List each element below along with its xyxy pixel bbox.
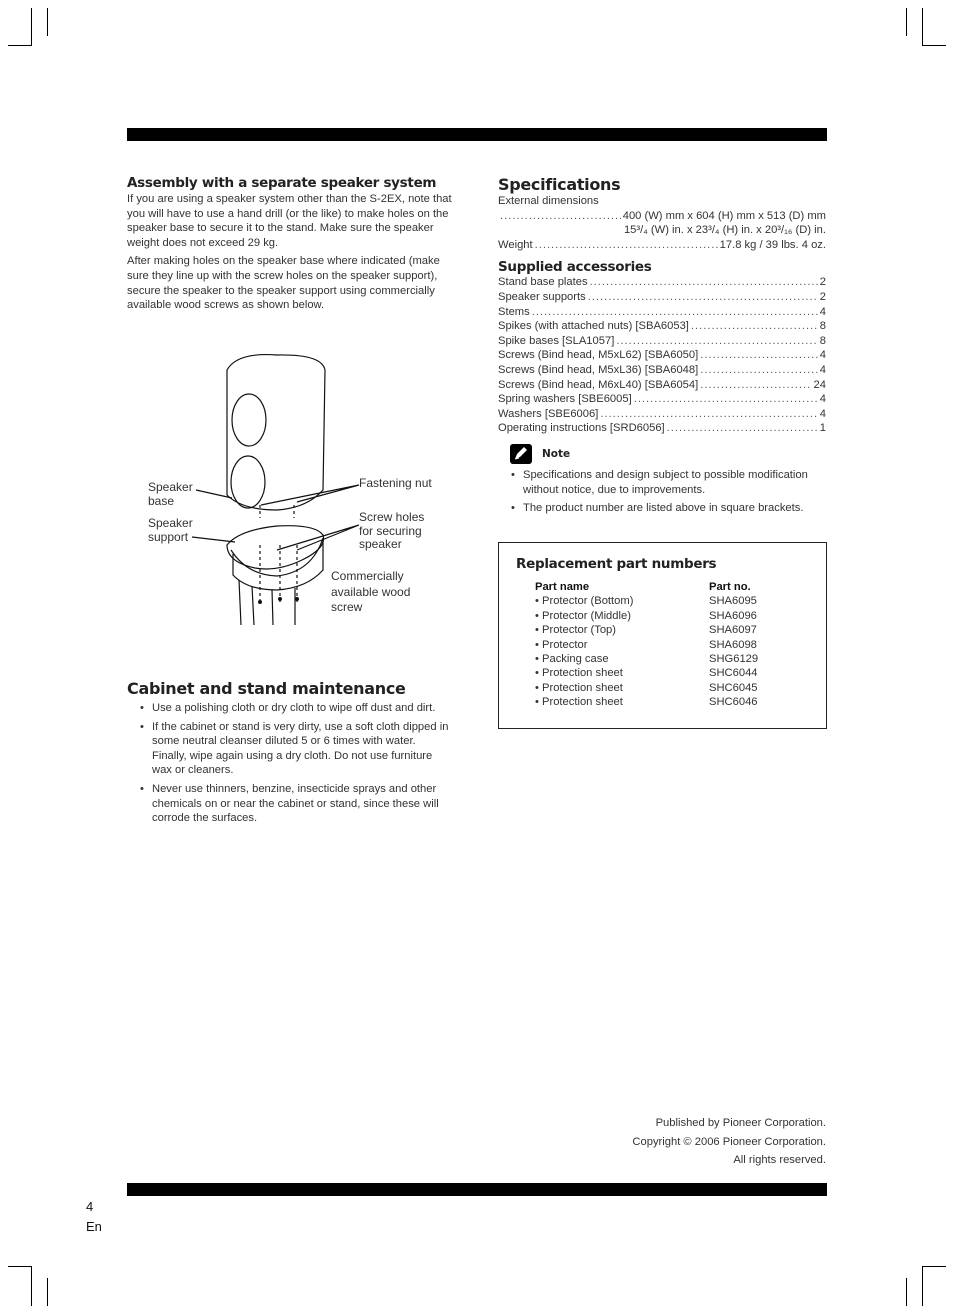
part-name: • Protector <box>535 638 588 651</box>
note-label: Note <box>542 447 571 460</box>
crop-mark <box>922 1266 923 1306</box>
col-part-no: Part no. <box>709 581 751 593</box>
label-speaker-base-line: base <box>148 493 175 508</box>
accessory-qty: 8 <box>819 334 826 347</box>
accessory-name: Washers [SBE6006] <box>498 407 599 420</box>
assembly-heading: Assembly with a separate speaker system <box>127 175 437 191</box>
table-row <box>535 638 758 652</box>
list-item: • Never use thinners, benzine, insecticide sprays and other chemicals on or near the cabinet or stand, since these will corrode the surfaces. <box>127 782 453 826</box>
table-row <box>535 652 758 666</box>
part-name: • Packing case <box>535 653 609 666</box>
list-item: • If the cabinet or stand is very dirty, use a soft cloth dipped in some neutral cleanser diluted 5 or 6 times with water. Finally, wipe again using a dry cloth. Do not use furniture wax or cleaners. <box>127 720 453 778</box>
part-no: SHA6097 <box>709 624 757 637</box>
part-name: • Protection sheet <box>535 681 623 694</box>
crop-mark <box>922 45 946 46</box>
part-no: SHA6096 <box>709 609 757 622</box>
part-name: • Protector (Middle) <box>535 609 631 622</box>
part-no: SHA6095 <box>709 595 757 608</box>
ext-dimensions-label: External dimensions <box>498 195 599 207</box>
accessory-name: Spikes (with attached nuts) [SBA6053] <box>498 320 689 333</box>
col-part-name: Part name <box>535 581 590 593</box>
pencil-icon <box>510 444 532 464</box>
list-item: • The product number are listed above in square brackets. <box>498 501 826 516</box>
note-block <box>498 444 826 516</box>
accessory-name: Operating instructions [SRD6056] <box>498 422 665 435</box>
label-wood-screw-line: Commercially <box>331 569 404 583</box>
leader-dots <box>535 238 718 253</box>
list-item <box>498 275 826 290</box>
accessory-name: Screws (Bind head, M6xL40) [SBA6054] <box>498 378 699 391</box>
crop-mark <box>31 8 32 46</box>
replacement-table <box>535 580 758 710</box>
accessory-qty: 4 <box>819 363 826 376</box>
specifications-heading: Specifications <box>498 175 621 194</box>
label-speaker-base-line: Speaker <box>148 480 193 494</box>
weight-label: Weight <box>498 238 533 251</box>
crop-mark <box>906 1278 907 1306</box>
ext-dimensions-imperial: 15³/₄ (W) in. x 23³/₄ (H) in. x 20³/₁₆ (D) in. <box>623 224 826 237</box>
pencil-icon-svg <box>510 444 532 464</box>
note-header <box>510 444 826 464</box>
leader-dots <box>700 378 811 393</box>
publisher-info <box>560 1114 826 1170</box>
ext-dimensions-metric-row <box>498 209 826 224</box>
accessory-qty: 2 <box>819 276 826 289</box>
leader-dots <box>600 407 817 422</box>
accessory-qty: 1 <box>819 422 826 435</box>
publisher-line: Published by Pioneer Corporation. <box>655 1117 826 1129</box>
note-list <box>498 468 826 516</box>
label-speaker-support-line: Speaker <box>148 516 193 530</box>
part-no: SHC6044 <box>709 667 758 680</box>
table-row <box>535 681 758 695</box>
list-item <box>498 421 826 436</box>
leader-dots <box>588 290 818 305</box>
leader-dots <box>616 334 817 349</box>
label-wood-screw-line: screw <box>331 600 363 614</box>
label-wood-screw <box>331 569 410 616</box>
list-item <box>498 378 826 393</box>
list-item <box>498 348 826 363</box>
leader-dots <box>532 305 818 320</box>
list-item <box>498 363 826 378</box>
copyright-line: Copyright © 2006 Pioneer Corporation. <box>632 1135 826 1148</box>
crop-mark <box>8 45 32 46</box>
crop-mark <box>922 8 923 46</box>
table-row <box>535 623 758 637</box>
part-name: • Protection sheet <box>535 667 623 680</box>
assembly-section <box>127 175 453 313</box>
list-item <box>498 392 826 407</box>
header-bar <box>127 128 827 141</box>
maintenance-list <box>127 701 453 826</box>
label-screw-holes-line: speaker <box>359 537 402 551</box>
leader-dots <box>590 275 818 290</box>
accessory-qty: 4 <box>819 393 826 406</box>
part-no: SHG6129 <box>709 653 759 666</box>
part-no: SHC6046 <box>709 696 758 709</box>
label-screw-holes-line: Screw holes <box>359 510 425 524</box>
crop-mark <box>31 1266 32 1306</box>
specifications-section <box>498 175 826 520</box>
label-screw-holes <box>359 511 424 552</box>
part-name: • Protector (Bottom) <box>535 595 634 608</box>
crop-mark <box>47 8 48 36</box>
table-row <box>535 609 758 623</box>
table-header <box>535 580 758 594</box>
accessory-qty: 4 <box>819 407 826 420</box>
list-item: • Specifications and design subject to possible modification without notice, due to improvements. <box>498 468 826 497</box>
maintenance-heading: Cabinet and stand maintenance <box>127 679 406 698</box>
list-item <box>498 319 826 334</box>
accessory-name: Stems <box>498 305 530 318</box>
table-row <box>535 695 758 709</box>
leader-dots <box>691 319 818 334</box>
page-number: 4 <box>86 1199 94 1214</box>
crop-mark <box>47 1278 48 1306</box>
maintenance-section <box>127 679 453 830</box>
label-screw-holes-line: for securing <box>359 523 422 538</box>
accessory-name: Spring washers [SBE6005] <box>498 393 632 406</box>
ext-dimensions-metric: 400 (W) mm x 604 (H) mm x 513 (D) mm <box>622 209 826 222</box>
replacement-heading: Replacement part numbers <box>516 556 717 572</box>
accessory-name: Screws (Bind head, M5xL36) [SBA6048] <box>498 363 699 376</box>
accessory-name: Stand base plates <box>498 276 588 289</box>
part-no: SHA6098 <box>709 638 757 651</box>
accessory-qty: 2 <box>819 290 826 303</box>
weight-row <box>498 238 826 253</box>
accessory-qty: 8 <box>819 320 826 333</box>
rights-line: All rights reserved. <box>733 1154 826 1167</box>
accessory-name: Spike bases [SLA1057] <box>498 334 615 347</box>
crop-mark <box>8 1266 32 1267</box>
table-row <box>535 666 758 680</box>
table-row <box>535 594 758 608</box>
assembly-para-2: After making holes on the speaker base where indicated (make sure they line up with the screw holes on the speaker support), secure the speaker to the speaker support using commercially available wood screws as shown below. <box>127 255 440 312</box>
leader-dots <box>700 348 818 363</box>
accessory-name: Screws (Bind head, M5xL62) [SBA6050] <box>498 349 699 362</box>
page-lang: En <box>86 1219 102 1234</box>
replacement-parts-box <box>498 542 827 729</box>
label-speaker-support-line: support <box>148 529 189 544</box>
accessories-heading: Supplied accessories <box>498 259 652 276</box>
list-item <box>498 407 826 422</box>
leader-dots <box>700 363 818 378</box>
list-item: • Use a polishing cloth or dry cloth to wipe off dust and dirt. <box>127 701 453 716</box>
label-speaker-support <box>148 517 193 544</box>
accessory-qty: 24 <box>813 378 826 391</box>
part-name: • Protector (Top) <box>535 624 617 637</box>
list-item <box>498 290 826 305</box>
part-no: SHC6045 <box>709 681 758 694</box>
leader-dots <box>667 421 818 436</box>
leader-dots <box>634 392 818 407</box>
label-speaker-base <box>148 481 193 508</box>
part-name: • Protection sheet <box>535 696 623 709</box>
accessory-qty: 4 <box>819 305 826 318</box>
list-item <box>498 305 826 320</box>
label-fastening-nut: Fastening nut <box>359 476 432 490</box>
list-item <box>498 334 826 349</box>
accessory-qty: 4 <box>819 349 826 362</box>
crop-mark <box>906 8 907 36</box>
footer-bar <box>127 1183 827 1196</box>
label-wood-screw-line: available wood <box>331 584 411 599</box>
leader-dots <box>500 209 621 224</box>
accessories-list <box>498 275 826 436</box>
weight-value: 17.8 kg / 39 lbs. 4 oz. <box>719 238 826 251</box>
accessory-name: Speaker supports <box>498 290 586 303</box>
assembly-para-1: If you are using a speaker system other than the S-2EX, note that you will have to use a hand drill (or the like) to make holes on the speaker base to secure it to the stand. Make sure the speaker weight does not exceed 29 kg. <box>127 193 452 249</box>
speaker-diagram <box>127 340 467 640</box>
crop-mark <box>922 1266 946 1267</box>
